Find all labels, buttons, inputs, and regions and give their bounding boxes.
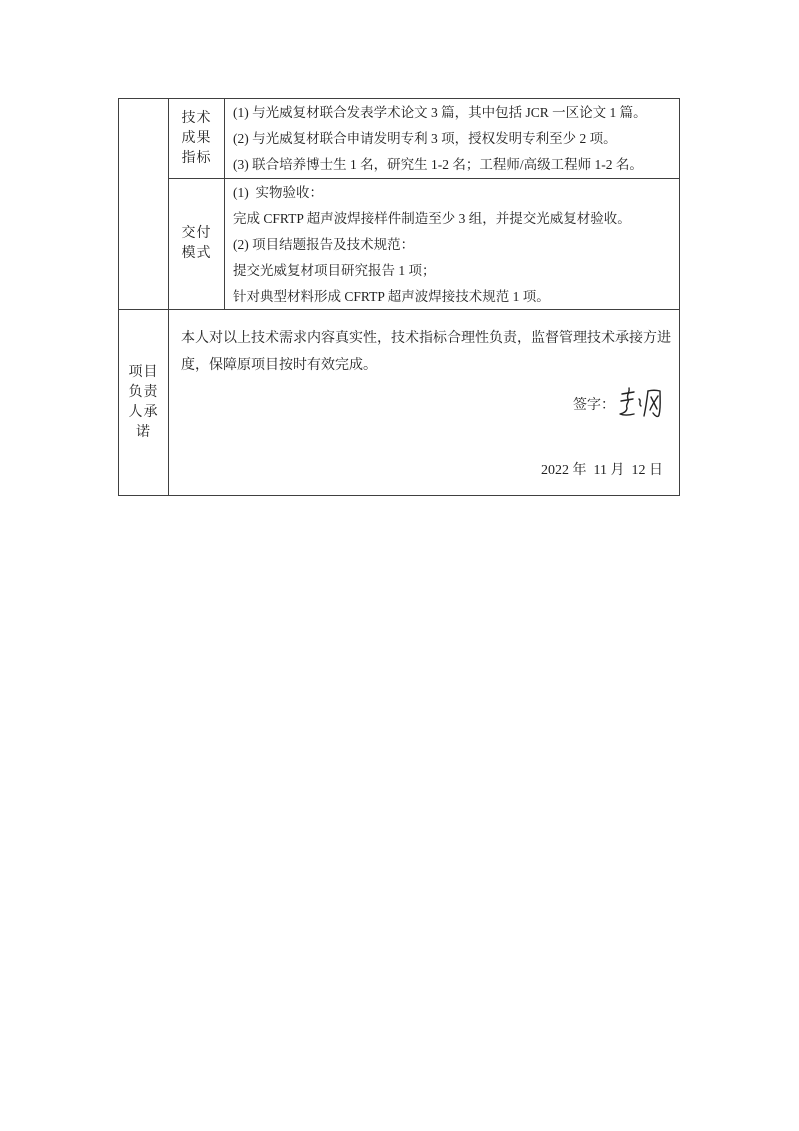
tech-item-1: (1) 与光威复材联合发表学术论文 3 篇，其中包括 JCR 一区论文 1 篇。 <box>233 105 647 120</box>
row-tech-achievement <box>169 99 679 179</box>
tech-achievement-content <box>225 99 679 178</box>
tech-achievement-label-cell <box>169 99 225 178</box>
delivery-item-1: (1) 实物验收： <box>233 185 323 200</box>
row-commitment <box>119 310 679 495</box>
signature-label: 签字： <box>573 398 615 413</box>
tech-item-2: (2) 与光威复材联合申请发明专利 3 项，授权发明专利至少 2 项。 <box>233 131 617 146</box>
empty-merged-cell <box>119 99 169 309</box>
delivery-mode-content <box>225 179 679 309</box>
commitment-date: 2022 年 11 月 12 日 <box>541 463 663 478</box>
row-delivery-mode <box>169 179 679 309</box>
indicator-sections <box>119 99 679 310</box>
commitment-content <box>169 310 679 495</box>
commitment-label-cell <box>119 310 169 495</box>
delivery-item-2: 完成 CFRTP 超声波焊接样件制造至少 3 组，并提交光威复材验收。 <box>233 211 631 226</box>
tech-item-3: (3) 联合培养博士生 1 名，研究生 1-2 名；工程师/高级工程师 1-2 名。 <box>233 157 643 172</box>
indicator-rows <box>169 99 679 309</box>
document-table <box>118 98 680 496</box>
signature-line <box>181 385 671 421</box>
delivery-mode-label-cell <box>169 179 225 309</box>
tech-achievement-label: 技术成果指标 <box>181 110 212 166</box>
commitment-body: 本人对以上技术需求内容真实性，技术指标合理性负责，监督管理技术承接方进度，保障原项目按时有效完成。 <box>181 331 671 373</box>
delivery-item-5: 针对典型材料形成 CFRTP 超声波焊接技术规范 1 项。 <box>233 289 550 304</box>
commitment-label: 项目负责人承诺 <box>128 364 159 440</box>
delivery-mode-label: 交付模式 <box>181 226 212 261</box>
delivery-item-3: (2) 项目结题报告及技术规范： <box>233 237 415 252</box>
handwritten-signature-scribble <box>617 385 665 431</box>
delivery-item-4: 提交光威复材项目研究报告 1 项； <box>233 263 436 278</box>
